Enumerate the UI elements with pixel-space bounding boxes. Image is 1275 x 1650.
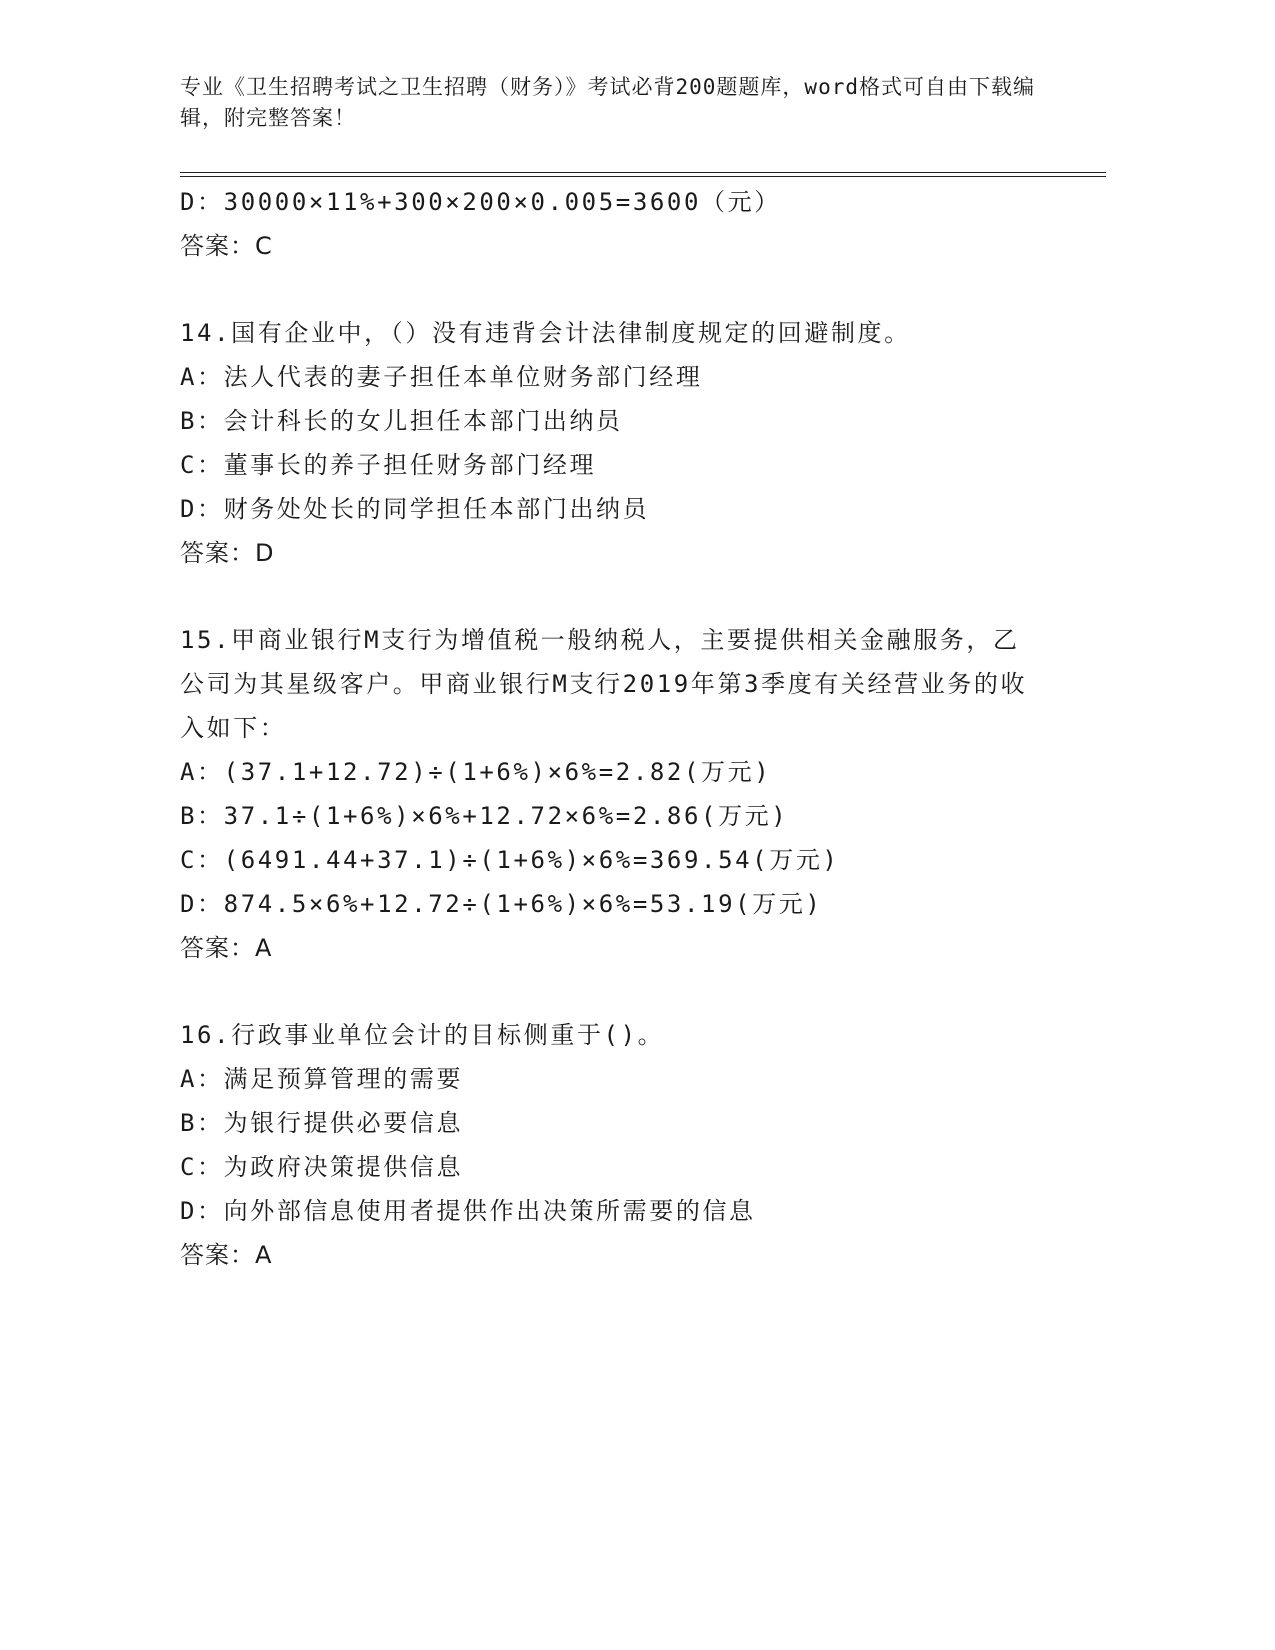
- answer: 答案：D: [180, 539, 275, 567]
- header-rule-top: [180, 172, 1106, 173]
- question-stem: 15.甲商业银行M支行为增值税一般纳税人，主要提供相关金融服务，乙公司为其星级客户。甲商业银行M支行2019年第3季度有关经营业务的收入如下：: [180, 626, 1028, 742]
- option-d: D：向外部信息使用者提供作出决策所需要的信息: [180, 1197, 756, 1225]
- option-b: B：会计科长的女儿担任本部门出纳员: [180, 407, 623, 435]
- question-14: [180, 311, 1060, 575]
- option-d: D：874.5×6%+12.72÷(1+6%)×6%=53.19(万元): [180, 890, 823, 918]
- document-header: 专业《卫生招聘考试之卫生招聘（财务）》考试必背200题题库，word格式可自由下载编辑，附完整答案！: [180, 75, 1035, 130]
- option-d: D：30000×11%+300×200×0.005=3600（元）: [180, 188, 781, 216]
- option-d: D：财务处处长的同学担任本部门出纳员: [180, 495, 650, 523]
- option-b: B：为银行提供必要信息: [180, 1109, 464, 1137]
- option-c: C：为政府决策提供信息: [180, 1153, 464, 1181]
- question-15: [180, 618, 1060, 970]
- document-body: [180, 180, 1060, 1277]
- option-c: C：董事长的养子担任财务部门经理: [180, 451, 597, 479]
- option-c: C：(6491.44+37.1)÷(1+6%)×6%=369.54(万元): [180, 846, 840, 874]
- answer: 答案：C: [180, 232, 273, 260]
- answer: 答案：A: [180, 934, 273, 962]
- question-stem: 14.国有企业中，（）没有违背会计法律制度规定的回避制度。: [180, 319, 911, 347]
- question-16: [180, 1013, 1060, 1277]
- option-a: A：满足预算管理的需要: [180, 1065, 464, 1093]
- option-a: A：(37.1+12.72)÷(1+6%)×6%=2.82(万元): [180, 758, 772, 786]
- answer: 答案：A: [180, 1241, 273, 1269]
- option-b: B：37.1÷(1+6%)×6%+12.72×6%=2.86(万元): [180, 802, 789, 830]
- question-stem: 16.行政事业单位会计的目标侧重于()。: [180, 1021, 665, 1049]
- header-rule-bottom: [180, 176, 1106, 177]
- option-a: A：法人代表的妻子担任本单位财务部门经理: [180, 363, 703, 391]
